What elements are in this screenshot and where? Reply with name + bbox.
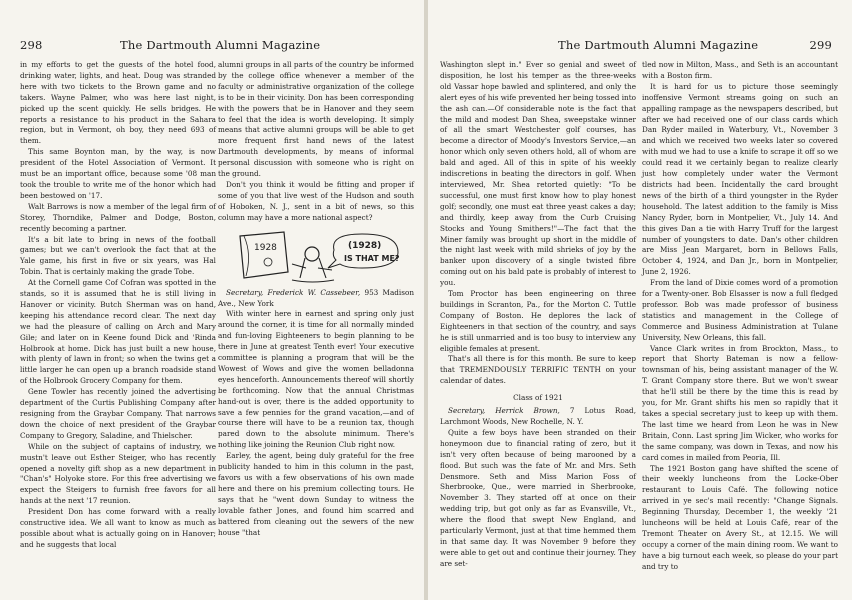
- class-cartoon-illustration: [222, 228, 412, 286]
- right-page: [428, 0, 852, 600]
- paragraph: President Don has come forward with a really constructive idea. We all want to know as much as possible about what is actually going on in Hanover; and he suggests that local: [20, 507, 216, 549]
- paragraph: With winter here in earnest and spring only just around the corner, it is time for all normally minded and fun-loving Eighteeners to begin planning to be there in June at greatest Tenth ever! Your executive committee is planning a program that will be the Wowest of Wows and give the women belladonna eyes henceforth. Announcements thereof will shortly be forthcoming. Now that the annual Christmas hand-out is over, there is the added opportunity to save a few pennies for the grand vacation,—and of course there will have to be a reunion tax, though pared down to the absolute minimum. There's nothing like joining the Reunion Club right now.: [218, 309, 414, 450]
- paragraph: From the land of Dixie comes word of a promotion for a Twenty-oner. Bob Elsasser is now a full fledged professor. Bob was made professor of business statistics and management in the College of Commerce and Business Administration at Tulane University, New Orleans, this fall.: [642, 278, 838, 342]
- calendar-sketch: [240, 232, 288, 278]
- left-running-header: [0, 38, 424, 54]
- speech-bubble: [328, 234, 400, 268]
- class-heading: Class of 1921: [513, 393, 563, 403]
- paragraph: Don't you think it would be fitting and proper if some of you that live west of the Hudson and south of Hoboken, N. J., sent in a bit of news, so this column may have a more national aspect?: [218, 179, 414, 222]
- running-head-title: The Dartmouth Alumni Magazine: [558, 38, 759, 52]
- speech-question-text: IS THAT ME?: [344, 253, 400, 263]
- running-head-title: The Dartmouth Alumni Magazine: [120, 38, 321, 52]
- left-page: [0, 0, 424, 600]
- secretary-address: 953 Madison Ave., New York: [218, 287, 414, 308]
- paragraph: This same Boynton man, by the way, is now president of the Hotel Association of Vermont. It must be an important office, because some '08 man took the trouble to write me of the honor which had been bestowed on '17.: [20, 147, 216, 200]
- paragraph: Earley, the agent, being duly grateful for the free publicity handed to him in this column in the past, favors us with a few observations of his own made here and there on his premium collecting tours. He says that he "went down Sunday to witness the lovable father Jones, and found him scarred and battered from cleaning out the sewers of the new house "that: [218, 451, 414, 537]
- paragraph: Gene Towler has recently joined the advertising department of the Curtis Publishing Company after resigning from the Graybar Company. That narrows down the choice of next president of the Graybar Company to Gregory, Saladine, and Thielscher.: [20, 387, 216, 440]
- paragraph: That's all there is for this month. Be sure to keep that TREMENDOUSLY TERRIFIC TENTH on your calendar of dates.: [440, 354, 636, 386]
- right-column-2: [642, 60, 838, 573]
- paragraph: Walt Barrows is now a member of the legal firm of Storey, Thorndike, Palmer and Dodge, Boston, recently becoming a partner.: [20, 201, 216, 233]
- right-column-1: [440, 60, 636, 570]
- secretary-role: Secretary, Frederick W. Cassebeer,: [226, 287, 361, 297]
- paragraph: Quite a few boys have been stranded on their honeymoon due to financial rating of zero, but it isn't very often because of being marooned by a flood. But such was the fate of Mr. and Mrs. Seth Densmore. Seth and Miss Marion Foss of Sherbrooke, Que., were married in Sherbrooke, November 3. They started off at once on their wedding trip, but got only as far as Evansville, Vt., where the flood that swept New England, and particularly Vermont, just at that time hemmed them in that same day. It was November 9 before they were able to get out and continue their journey. They are set-: [440, 427, 636, 568]
- paragraph: It is hard for us to picture those seemingly inoffensive Vermont streams going on such an appalling rampage as the newspapers described, but after we had received one of our class cards which Dan Ryder mailed in Waterbury, Vt., November 3 and which we received two weeks later so covered with mud we had to use a knife to scrape it off so we could read it we certainly began to realize clearly just how completely under water the Vermont districts had been. Incidentally the card brought news of the birth of a third youngster in the Ryder household. The latest addition to the family is Miss Nancy Ryder, born in Montpelier, Vt., July 14. And this gives Dan a tie with Harry Truff for the largest number of youngsters to date. Dan's other children are Miss Jean Margaret, born in Bellows Falls, October 4, 1924, and Dan Jr., born in Montpelier, June 2, 1926.: [642, 81, 838, 277]
- paragraph: At the Cornell game Cof Cofran was spotted in the stands, so it is assumed that he is still living in Hanover or vicinity. Butch Sherman was on hand, keeping his attendance record clear. The next day we had the pleasure of calling on Arch and Mary Gile; and later on in Keene found Dick and 'Rinda Holbrook at home. Dick has just built a new house, with plenty of lawn in front; so when the twins get a little larger he can open up a branch roadside stand of the Holbrook Grocery Company for them.: [20, 278, 216, 386]
- class-secretary-address: 7 Lotus Road, Larchmont Woods, New Rochelle, N. Y.: [440, 406, 637, 426]
- paragraph: in my efforts to get the guests of the hotel food, drinking water, lights, and heat. Doug was stranded here with two tickets to the Brown game and no takers. Wayne Palmer, who was here last night, picked up the scent quickly. He sells bridges. He reports a resistance to his product in the Sahara region, but in Vermont, oh boy, they need 693 of them.: [20, 60, 216, 146]
- page-number: 298: [20, 38, 43, 52]
- page-number: 299: [809, 38, 832, 52]
- paragraph: tled now in Milton, Mass., and Seth is an accountant with a Boston firm.: [642, 60, 838, 80]
- paragraph: The 1921 Boston gang have shifted the scene of their weekly luncheons from the Locke-Ober restaurant to Louis Café. The following notice arrived in ye sec's mail recently: "Change Signals. Beginning Thursday, December 1, the weekly '21 luncheons will be held at Louis Café, rear of the Tremont Theater on Avery St., at 12.15. We will occupy a corner of the main dining room. We want to have a big turnout each week, so please do your part and try to: [642, 463, 838, 571]
- speech-year-text: (1928): [348, 240, 382, 251]
- figure-sketch: [292, 247, 334, 282]
- paragraph: alumni groups in all parts of the country be informed by the college office whenever a member of the faculty or administrative organization of the college is to be in their vicinity. Don has been corresponding with the powers that be in Hanover and they seem to feel that the idea is worth developing. It simply means that active alumni groups will be able to get more frequent first hand news of the latest Dartmouth developments, by means of informal personal discussion with someone who is right on the ground.: [218, 60, 414, 179]
- paragraph: Tom Proctor has been engineering on three buildings in Scranton, Pa., for the Morton C. Tuttle Company of Boston. He deplores the lack of Eighteeners in that section of the country, and says he is still unmarried and is too busy to interview any eligible females at present.: [440, 289, 636, 353]
- left-column-2: [218, 60, 414, 538]
- calendar-year-text: 1928: [254, 242, 277, 253]
- class-secretary-role: Secretary, Herrick Brown,: [448, 406, 560, 416]
- left-column-1: [20, 60, 216, 551]
- class-secretary-line: [440, 406, 636, 428]
- paragraph: While on the subject of captains of industry, we mustn't leave out Esther Steiger, who has recently opened a novelty gift shop as a new department in "Chan's" Holyoke store. For this free advertising we expect the Steigers to furnish free favors for all hands at the next '17 reunion.: [20, 441, 216, 506]
- secretary-caption: [218, 288, 414, 310]
- paragraph: Washington slept in." Ever so genial and sweet of disposition, he lost his temper as the three-weeks old Vassar hope bawled and splintered, and only the alert eyes of his wife prevented her being tossed into the ash can.—Of considerable note is the fact that the mild and modest Dan Shea, sweepstake winner of all the smart Westchester golf courses, has become a director of Moody's Investors Service,—an honor which only seven others hold, all of whom are bald and aged. All of this in spite of his weekly indiscretions in beating the directors in golf. When interviewed, Mr. Shea retorted quietly: "To be successful, one must first know how to play honest golf; secondly, one must eat three yeast cakes a day; and thirdly, keep away from the Curb Cruising Stocks and Young Smithers!"—The fact that the Miner family was brought up short in the middle of the night last week with mild shrieks of joy by the banker upon discovery of a single twisted fibre coming out on his bald pate is probably of interest to you.: [440, 60, 636, 288]
- right-running-header: [428, 38, 852, 54]
- paragraph: It's a bit late to bring in news of the football games; but we can't overlook the fact that at the Yale game, his first in five or six years, was Hal Tobin. That is certainly making the grade Tobe.: [20, 234, 216, 277]
- paragraph: Vance Clark writes in from Brockton, Mass., to report that Shorty Bateman is now a fellow-townsman of his, being assistant manager of the W. T. Grant Company store there. But we won't swear that he'll still be there by the time this is read by you, for Mr. Grant shifts his men so rapidly that it takes a special secretary just to keep up with them. The last time we heard from Leon he was in New Britain, Conn. Last spring Jim Wicker, who works for the same company, was down in Texas, and now his card comes in mailed from Peoria, Ill.: [642, 343, 838, 462]
